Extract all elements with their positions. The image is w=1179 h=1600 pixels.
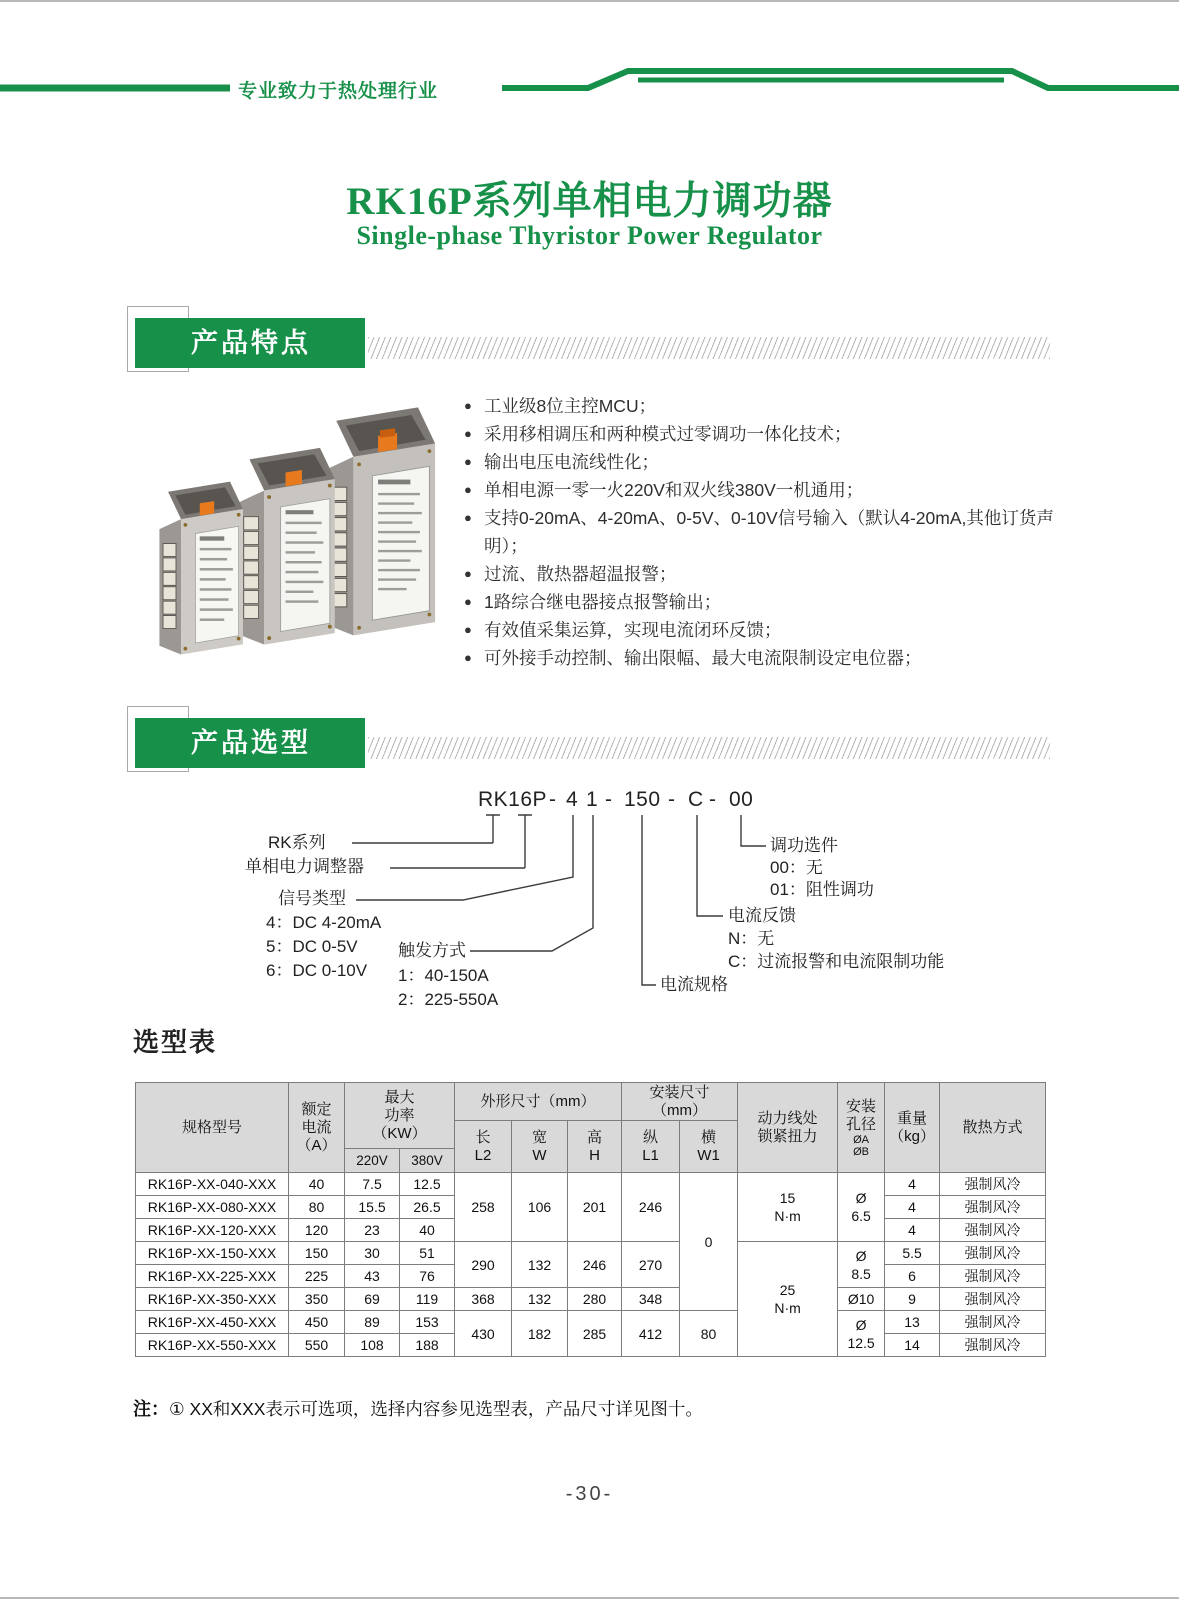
- page-title: RK16P系列单相电力调功器: [346, 180, 833, 223]
- cell-w1: 80: [680, 1311, 738, 1357]
- cell-weight: 6: [885, 1265, 940, 1288]
- bullet-icon: ●: [464, 510, 472, 525]
- cell-current: 40: [289, 1173, 345, 1196]
- cell-hole: Ø 12.5: [838, 1311, 885, 1357]
- regulator-unit-large: [325, 407, 435, 635]
- cell-current: 120: [289, 1219, 345, 1242]
- cell-hole: Ø 6.5: [838, 1173, 885, 1242]
- cell-p380: 119: [400, 1288, 455, 1311]
- header-length: 长 L2: [455, 1121, 512, 1173]
- model-code-trigger: 1: [586, 788, 599, 811]
- header-220v: 220V: [345, 1149, 400, 1173]
- table-row: [136, 1173, 1046, 1196]
- cell-p220: 30: [345, 1242, 400, 1265]
- label-option-opt1: 00：无: [770, 858, 823, 877]
- header-cooling: 散热方式: [940, 1083, 1046, 1173]
- feature-item: ● 支持0-20mA、4-20mA、0-5V、0-10V信号输入（默认4-20mA,其他订货声明）；: [462, 504, 1070, 560]
- footnote-text: ① XX和XXX表示可选项，选择内容参见选型表，产品尺寸详见图十。: [169, 1399, 703, 1419]
- cell-torque: 15 N·m: [738, 1173, 838, 1242]
- model-code-series: RK16P: [478, 788, 548, 811]
- cell-cooling: 强制风冷: [940, 1173, 1046, 1196]
- model-code-dash: -: [549, 788, 557, 811]
- feature-item: ● 输出电压电流线性化；: [462, 448, 1070, 476]
- header-mounting: 安装尺寸 （mm）: [622, 1083, 738, 1121]
- cell-cooling: 强制风冷: [940, 1288, 1046, 1311]
- page-number: -30-: [565, 1483, 614, 1505]
- table-row: [136, 1288, 1046, 1311]
- bullet-icon: ●: [464, 650, 472, 665]
- selection-section-heading: 产品选型: [135, 718, 365, 768]
- cell-current: 550: [289, 1334, 345, 1357]
- label-signal-opt3: 6：DC 0-10V: [266, 961, 368, 980]
- cell-l1: 412: [622, 1311, 680, 1357]
- cell-p380: 153: [400, 1311, 455, 1334]
- cell-weight: 4: [885, 1196, 940, 1219]
- cell-cooling: 强制风冷: [940, 1334, 1046, 1357]
- cell-p380: 51: [400, 1242, 455, 1265]
- model-code-current: 150: [624, 788, 661, 811]
- cell-weight: 4: [885, 1219, 940, 1242]
- header-height: 高 H: [568, 1121, 622, 1173]
- cell-hole: Ø 8.5: [838, 1242, 885, 1288]
- cell-h: 246: [568, 1242, 622, 1288]
- label-option-title: 调功选件: [770, 836, 838, 855]
- header-w1: 横 W1: [680, 1121, 738, 1173]
- cell-weight: 14: [885, 1334, 940, 1357]
- cell-l1: 246: [622, 1173, 680, 1242]
- cell-model: RK16P-XX-550-XXX: [136, 1334, 289, 1357]
- page-bottom-edge: [0, 1597, 1179, 1599]
- cell-w: 132: [512, 1288, 568, 1311]
- cell-h: 285: [568, 1311, 622, 1357]
- cell-cooling: 强制风冷: [940, 1265, 1046, 1288]
- features-hatch-band: [368, 337, 1050, 359]
- cell-current: 80: [289, 1196, 345, 1219]
- selection-table-title: 选型表: [133, 1027, 218, 1057]
- header-weight: 重量 （kg）: [885, 1083, 940, 1173]
- label-feedback-opt2: C：过流报警和电流限制功能: [728, 952, 945, 971]
- model-code-feedback: C: [688, 788, 704, 811]
- cell-hole: Ø10: [838, 1288, 885, 1311]
- cell-h: 280: [568, 1288, 622, 1311]
- label-signal-opt1: 4：DC 4-20mA: [266, 913, 382, 932]
- cell-l1: 270: [622, 1242, 680, 1288]
- model-code-dash: -: [605, 788, 613, 811]
- product-photo: [150, 390, 470, 670]
- label-rk-series: RK系列: [268, 833, 326, 852]
- cell-p220: 69: [345, 1288, 400, 1311]
- label-signal-title: 信号类型: [278, 889, 346, 908]
- header-torque: 动力线处 锁紧扭力: [738, 1083, 838, 1173]
- cell-l1: 348: [622, 1288, 680, 1311]
- bullet-icon: ●: [464, 454, 472, 469]
- features-section-heading: 产品特点: [135, 318, 365, 368]
- cell-current: 150: [289, 1242, 345, 1265]
- cell-p220: 43: [345, 1265, 400, 1288]
- bullet-icon: ●: [464, 398, 472, 413]
- cell-w: 132: [512, 1242, 568, 1288]
- feature-item: ● 有效值采集运算，实现电流闭环反馈；: [462, 616, 1070, 644]
- table-row: [136, 1311, 1046, 1334]
- cell-h: 201: [568, 1173, 622, 1242]
- label-current-spec: 电流规格: [660, 975, 728, 994]
- bullet-icon: ●: [464, 594, 472, 609]
- feature-item: ● 1路综合继电器接点报警输出；: [462, 588, 1070, 616]
- cell-p220: 15.5: [345, 1196, 400, 1219]
- cell-cooling: 强制风冷: [940, 1196, 1046, 1219]
- cell-weight: 5.5: [885, 1242, 940, 1265]
- model-code-dash: -: [709, 788, 717, 811]
- cell-model: RK16P-XX-450-XXX: [136, 1311, 289, 1334]
- label-trigger-title: 触发方式: [398, 941, 466, 960]
- page-top-edge: [0, 0, 1179, 2]
- cell-current: 350: [289, 1288, 345, 1311]
- cell-model: RK16P-XX-225-XXX: [136, 1265, 289, 1288]
- cell-w: 106: [512, 1173, 568, 1242]
- header-l1: 纵 L1: [622, 1121, 680, 1173]
- cell-l2: 290: [455, 1242, 512, 1288]
- header-380v: 380V: [400, 1149, 455, 1173]
- label-regulator: 单相电力调整器: [245, 857, 364, 876]
- cell-model: RK16P-XX-080-XXX: [136, 1196, 289, 1219]
- cell-weight: 9: [885, 1288, 940, 1311]
- model-code-option: 00: [729, 788, 754, 811]
- feature-item: ● 工业级8位主控MCU；: [462, 392, 1070, 420]
- feature-item: ● 单相电源一零一火220V和双火线380V一机通用；: [462, 476, 1070, 504]
- page-subtitle-en: Single-phase Thyristor Power Regulator: [356, 221, 823, 250]
- cell-w1: 0: [680, 1173, 738, 1311]
- cell-model: RK16P-XX-350-XXX: [136, 1288, 289, 1311]
- cell-model: RK16P-XX-120-XXX: [136, 1219, 289, 1242]
- label-signal-opt2: 5：DC 0-5V: [266, 937, 358, 956]
- label-feedback-title: 电流反馈: [728, 906, 796, 925]
- label-option-opt2: 01：阻性调功: [770, 880, 874, 899]
- diagram-connector-lines: [0, 770, 1179, 1020]
- cell-p380: 26.5: [400, 1196, 455, 1219]
- footnote: [133, 1395, 703, 1421]
- features-list: [462, 392, 1070, 672]
- selection-hatch-band: [368, 737, 1050, 759]
- cell-l2: 430: [455, 1311, 512, 1357]
- cell-l2: 258: [455, 1173, 512, 1242]
- cell-p220: 108: [345, 1334, 400, 1357]
- cell-p220: 7.5: [345, 1173, 400, 1196]
- model-code-signal: 4: [566, 788, 579, 811]
- cell-p380: 188: [400, 1334, 455, 1357]
- feature-item: ● 采用移相调压和两种模式过零调功一体化技术；: [462, 420, 1070, 448]
- bullet-icon: ●: [464, 622, 472, 637]
- header-max-power: 最大 功率 （KW）: [345, 1083, 455, 1149]
- cell-p220: 89: [345, 1311, 400, 1334]
- cell-weight: 4: [885, 1173, 940, 1196]
- header-model: 规格型号: [136, 1083, 289, 1173]
- cell-model: RK16P-XX-150-XXX: [136, 1242, 289, 1265]
- header-rated-current: 额定 电流 （A）: [289, 1083, 345, 1173]
- company-tagline: 专业致力于热处理行业: [238, 81, 439, 102]
- table-row: [136, 1242, 1046, 1265]
- header-width: 宽 W: [512, 1121, 568, 1173]
- cell-current: 450: [289, 1311, 345, 1334]
- regulator-unit-small: [159, 482, 243, 655]
- label-trigger-opt1: 1：40-150A: [398, 966, 489, 985]
- cell-cooling: 强制风冷: [940, 1311, 1046, 1334]
- feature-item: ● 过流、散热器超温报警；: [462, 560, 1070, 588]
- header-dimensions: 外形尺寸（mm）: [455, 1083, 622, 1121]
- cell-w: 182: [512, 1311, 568, 1357]
- cell-model: RK16P-XX-040-XXX: [136, 1173, 289, 1196]
- model-code-dash: -: [668, 788, 676, 811]
- cell-current: 225: [289, 1265, 345, 1288]
- cell-p220: 23: [345, 1219, 400, 1242]
- label-feedback-opt1: N：无: [728, 929, 775, 948]
- cell-p380: 12.5: [400, 1173, 455, 1196]
- footnote-prefix: 注：: [133, 1399, 169, 1419]
- regulator-unit-medium: [240, 448, 335, 645]
- header-hole: 安装 孔径 ØA ØB: [838, 1083, 885, 1173]
- feature-item: ● 可外接手动控制、输出限幅、最大电流限制设定电位器；: [462, 644, 1070, 672]
- bullet-icon: ●: [464, 566, 472, 581]
- cell-p380: 40: [400, 1219, 455, 1242]
- cell-torque: 25 N·m: [738, 1242, 838, 1357]
- label-trigger-opt2: 2：225-550A: [398, 990, 499, 1009]
- cell-cooling: 强制风冷: [940, 1219, 1046, 1242]
- bullet-icon: ●: [464, 426, 472, 441]
- header-rule-lines: [0, 60, 1179, 105]
- cell-l2: 368: [455, 1288, 512, 1311]
- cell-p380: 76: [400, 1265, 455, 1288]
- bullet-icon: ●: [464, 482, 472, 497]
- cell-weight: 13: [885, 1311, 940, 1334]
- cell-cooling: 强制风冷: [940, 1242, 1046, 1265]
- selection-table: [135, 1082, 1046, 1357]
